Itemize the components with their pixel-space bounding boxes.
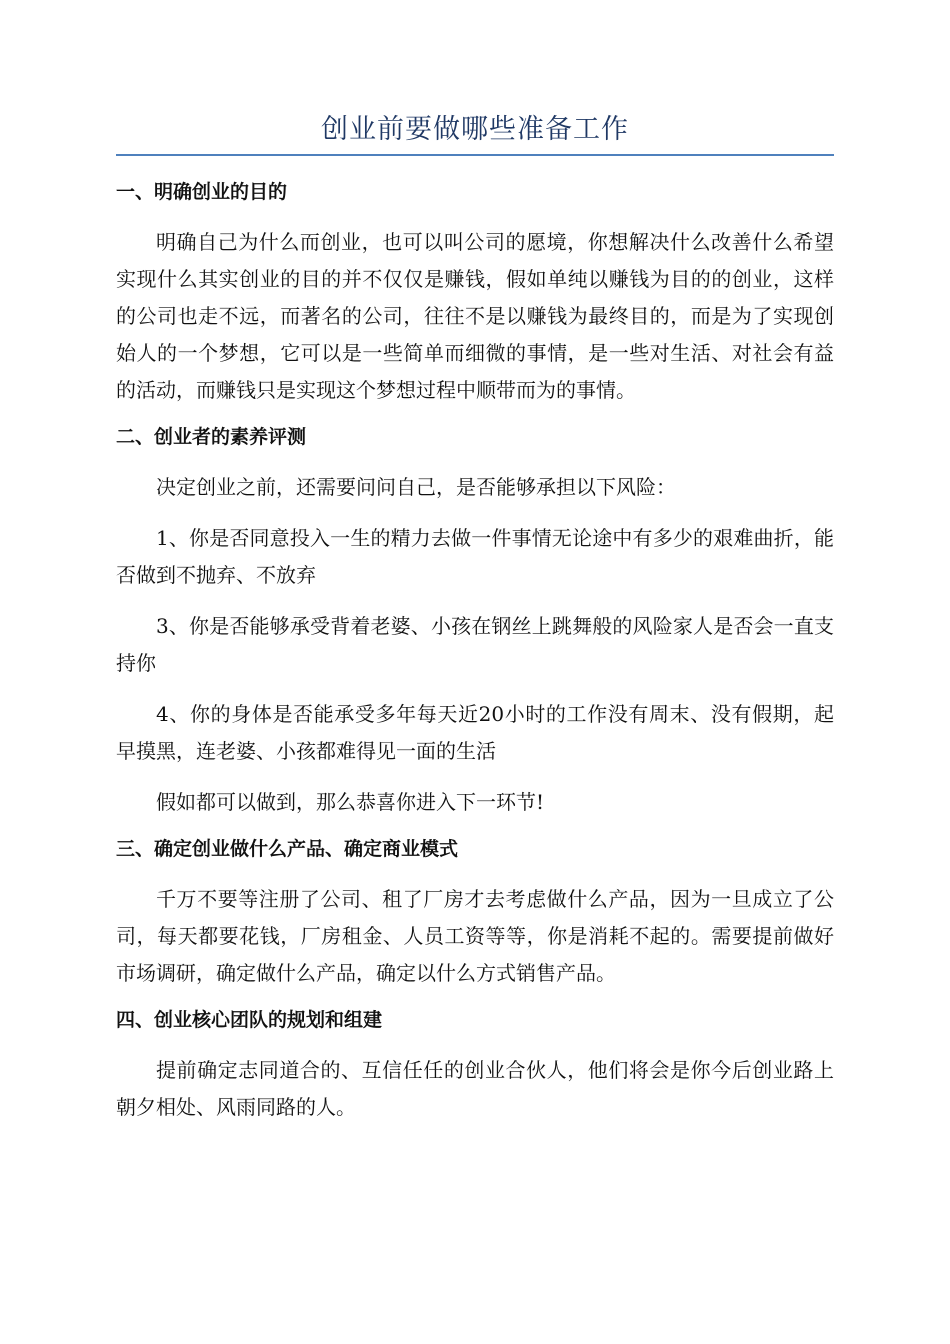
paragraph: 千万不要等注册了公司、租了厂房才去考虑做什么产品，因为一旦成立了公司，每天都要花钱，厂房租金、人员工资等等，你是消耗不起的。需要提前做好市场调研，确定做什么产品，确定以什么方式销售产品。 bbox=[116, 887, 834, 985]
paragraph: 决定创业之前，还需要问问自己，是否能够承担以下风险： bbox=[156, 475, 676, 499]
section-heading: 四、创业核心团队的规划和组建 bbox=[116, 1009, 383, 1031]
section-self-assessment bbox=[116, 423, 834, 821]
section-heading: 三、确定创业做什么产品、确定商业模式 bbox=[116, 838, 459, 860]
document-title: 创业前要做哪些准备工作 bbox=[321, 114, 629, 145]
section-core-team bbox=[116, 1006, 834, 1126]
section-purpose bbox=[116, 178, 834, 409]
section-product-model bbox=[116, 835, 834, 992]
section-heading: 一、明确创业的目的 bbox=[116, 181, 288, 203]
list-item: 4、你的身体是否能承受多年每天近20小时的工作没有周末、没有假期，起早摸黑，连老婆、小孩都难得见一面的生活 bbox=[116, 702, 834, 763]
list-item: 3、你是否能够承受背着老婆、小孩在钢丝上跳舞般的风险家人是否会一直支持你 bbox=[116, 614, 834, 675]
title-underline bbox=[116, 154, 834, 156]
paragraph: 提前确定志同道合的、互信任任的创业合伙人，他们将会是你今后创业路上朝夕相处、风雨同路的人。 bbox=[116, 1058, 834, 1119]
paragraph: 假如都可以做到，那么恭喜你进入下一环节! bbox=[156, 790, 545, 814]
list-item: 1、你是否同意投入一生的精力去做一件事情无论途中有多少的艰难曲折，能否做到不抛弃、不放弃 bbox=[116, 526, 834, 587]
document-body bbox=[116, 110, 834, 1140]
paragraph: 明确自己为什么而创业，也可以叫公司的愿境，你想解决什么改善什么希望实现什么其实创业的目的并不仅仅是赚钱，假如单纯以赚钱为目的的创业，这样的公司也走不远，而著名的公司，往往不是以赚钱为最终目的，而是为了实现创始人的一个梦想，它可以是一些简单而细微的事情，是一些对生活、对社会有益的活动，而赚钱只是实现这个梦想过程中顺带而为的事情。 bbox=[116, 230, 834, 402]
section-heading: 二、创业者的素养评测 bbox=[116, 426, 307, 448]
